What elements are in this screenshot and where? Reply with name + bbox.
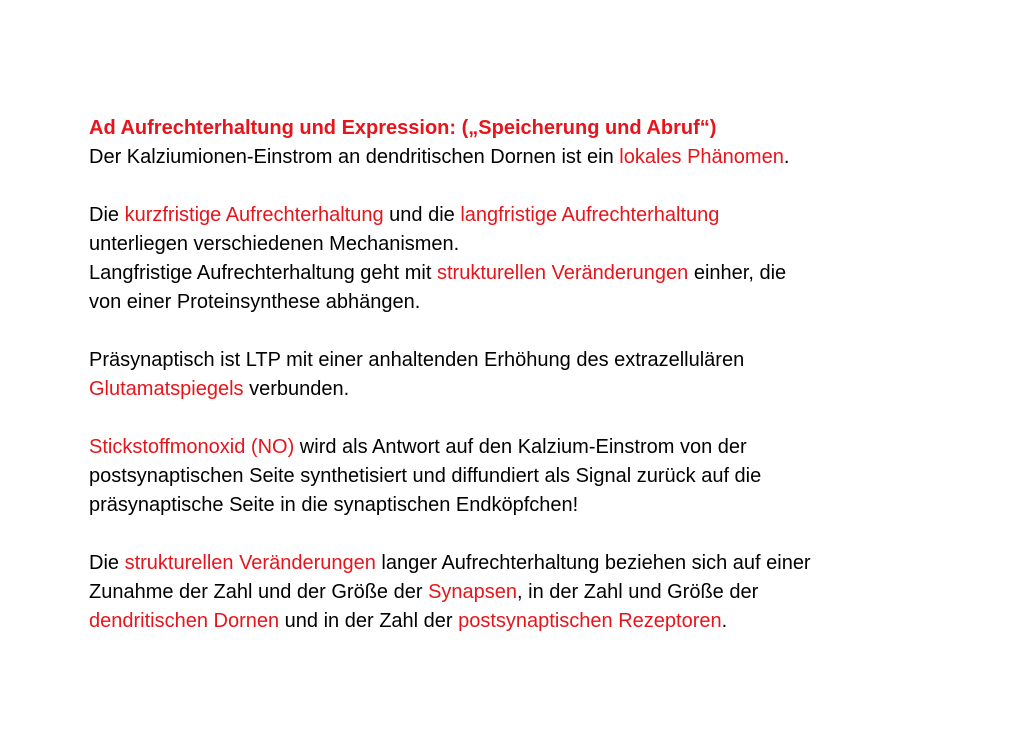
text-span: wird als Antwort auf den Kalzium-Einstrom von der	[294, 436, 747, 458]
highlight-long-term-maintenance: langfristige Aufrechterhaltung	[460, 204, 720, 226]
text-span: Zunahme der Zahl und der Größe der	[89, 581, 429, 603]
text-span: präsynaptische Seite in die synaptischen Endköpfchen!	[89, 494, 579, 516]
text-span: Der Kalziumionen-Einstrom an dendritischen Dornen ist ein	[89, 146, 620, 168]
text-span: einher, die	[688, 262, 787, 284]
text-span: Die	[89, 204, 125, 226]
text-span: Die	[89, 552, 125, 574]
paragraph-nitric-oxide	[89, 433, 989, 520]
highlight-structural-changes: strukturellen Veränderungen	[124, 552, 376, 574]
paragraph-gap	[89, 404, 989, 433]
text-span: und in der Zahl der	[279, 610, 459, 632]
text-span: .	[783, 146, 790, 168]
text-span: verbunden.	[243, 378, 350, 400]
text-span: , in der Zahl und Größe der	[517, 581, 759, 603]
highlight-postsynaptic-receptors: postsynaptischen Rezeptoren	[458, 610, 722, 632]
highlight-glutamate-level: Glutamatspiegels	[89, 378, 244, 400]
text-span: Präsynaptisch ist LTP mit einer anhaltenden Erhöhung des extrazellulären	[89, 349, 745, 371]
paragraph-structural-changes	[89, 259, 989, 317]
text-span: .	[721, 610, 728, 632]
paragraph-maintenance-mechanisms	[89, 201, 989, 259]
text-span: postsynaptischen Seite synthetisiert und diffundiert als Signal zurück auf die	[89, 465, 762, 487]
highlight-nitric-oxide: Stickstoffmonoxid (NO)	[89, 436, 295, 458]
paragraph-presynaptic-ltp	[89, 346, 989, 404]
highlight-local-phenomenon: lokales Phänomen	[619, 146, 784, 168]
text-span: unterliegen verschiedenen Mechanismen.	[89, 233, 460, 255]
slide-content	[89, 114, 989, 636]
paragraph-gap	[89, 520, 989, 549]
highlight-structural-changes: strukturellen Veränderungen	[437, 262, 689, 284]
text-span: Langfristige Aufrechterhaltung geht mit	[89, 262, 437, 284]
paragraph-structural-details	[89, 549, 989, 636]
text-span: langer Aufrechterhaltung beziehen sich auf einer	[375, 552, 811, 574]
slide-title: Ad Aufrechterhaltung und Expression: („Speicherung und Abruf“)	[89, 117, 717, 139]
highlight-synapses: Synapsen	[428, 581, 518, 603]
highlight-dendritic-spines: dendritischen Dornen	[89, 610, 280, 632]
text-span: und die	[383, 204, 461, 226]
paragraph-gap	[89, 172, 989, 201]
paragraph-gap	[89, 317, 989, 346]
paragraph-calcium-influx	[89, 143, 989, 172]
highlight-short-term-maintenance: kurzfristige Aufrechterhaltung	[124, 204, 384, 226]
text-span: von einer Proteinsynthese abhängen.	[89, 291, 421, 313]
